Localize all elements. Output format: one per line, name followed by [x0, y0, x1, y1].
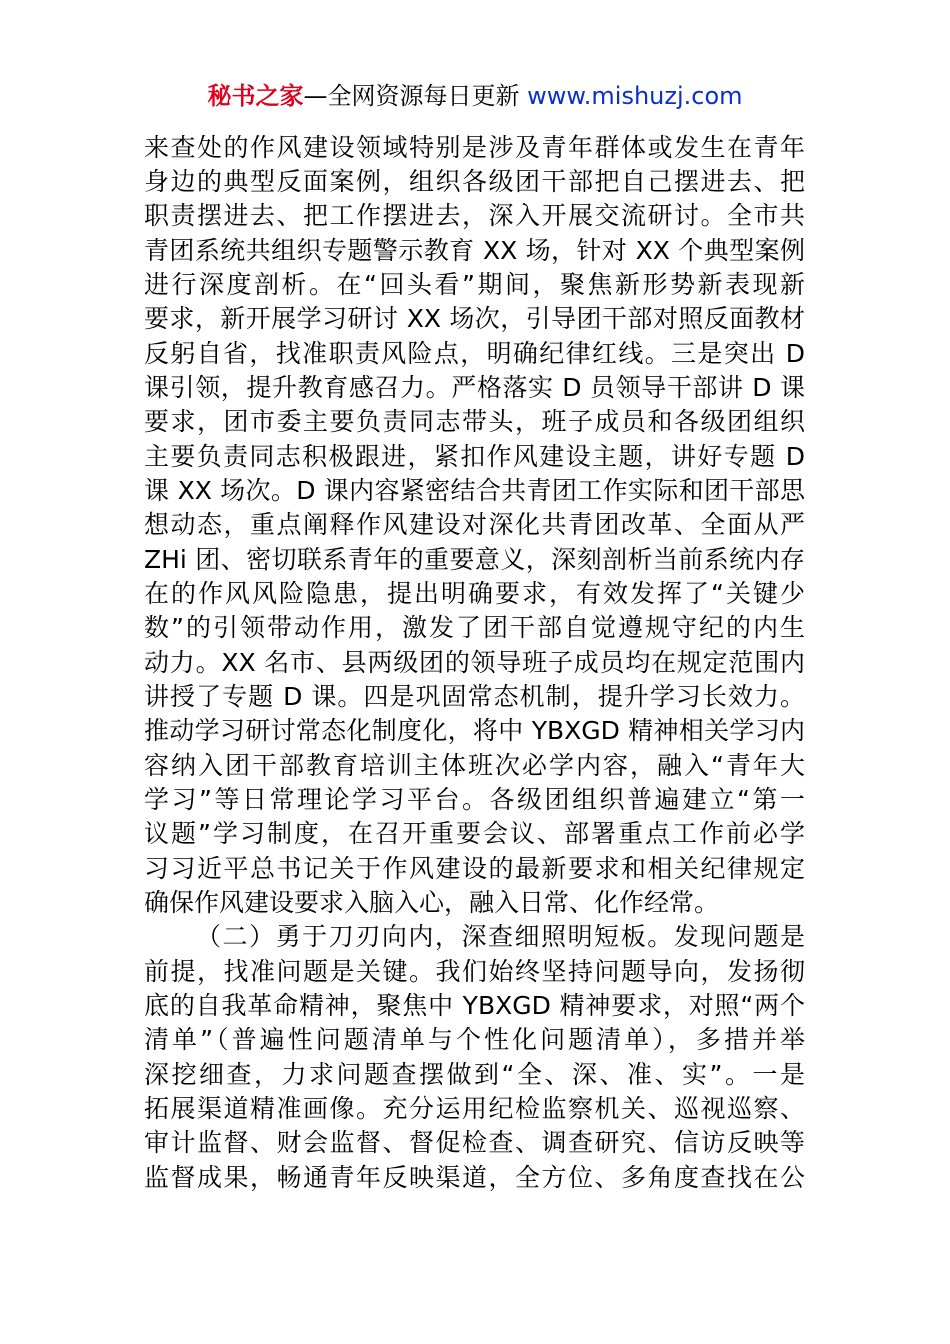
site-header: [0, 80, 950, 112]
text-line: 要求，新开展学习研讨 XX 场次，引导团干部对照反面教材: [144, 304, 805, 333]
paragraph-first-line: （二）勇于刀刃向内，深查细照明短板。发现问题是: [196, 922, 805, 951]
text-line: 议题”学习制度，在召开重要会议、部署重点工作前必学: [144, 819, 805, 848]
text-line: ZHi 团、密切联系青年的重要意义，深刻剖析当前系统内存: [144, 545, 805, 574]
text-line: 推动学习研讨常态化制度化，将中 YBXGD 精神相关学习内: [144, 716, 805, 745]
text-line: 学习”等日常理论学习平台。各级团组织普遍建立“第一: [144, 785, 805, 814]
text-line: 进行深度剖析。在“回头看”期间，聚焦新形势新表现新: [144, 270, 805, 299]
text-line: 课 XX 场次。D 课内容紧密结合共青团工作实际和团干部思: [144, 476, 805, 505]
text-line: 容纳入团干部教育培训主体班次必学内容，融入“青年大: [144, 751, 805, 780]
text-line: 来查处的作风建设领域特别是涉及青年群体或发生在青年: [144, 133, 805, 162]
text-line: 身边的典型反面案例，组织各级团干部把自己摆进去、把: [144, 167, 805, 196]
text-line: 反躬自省，找准职责风险点，明确纪律红线。三是突出 D: [144, 339, 805, 368]
text-line: 青团系统共组织专题警示教育 XX 场，针对 XX 个典型案例: [144, 236, 805, 265]
text-line: 职责摆进去、把工作摆进去，深入开展交流研讨。全市共: [144, 201, 805, 230]
text-line: 动力。XX 名市、县两级团的领导班子成员均在规定范围内: [144, 648, 805, 677]
text-line: 习习近平总书记关于作风建设的最新要求和相关纪律规定: [144, 854, 805, 883]
text-line: 要求，团市委主要负责同志带头，班子成员和各级团组织: [144, 407, 805, 436]
text-line: 数”的引领带动作用，激发了团干部自觉遵规守纪的内生: [144, 613, 805, 642]
text-line: 前提，找准问题是关键。我们始终坚持问题导向，发扬彻: [144, 957, 805, 986]
site-tagline: —全网资源每日更新: [303, 82, 528, 110]
text-line: 深挖细查，力求问题查摆做到“全、深、准、实”。一是: [144, 1060, 805, 1089]
site-url-link[interactable]: www.mishuzj.com: [527, 82, 743, 110]
text-line: 在的作风风险隐患，提出明确要求，有效发挥了“关键少: [144, 579, 805, 608]
text-line: 监督成果，畅通青年反映渠道，全方位、多角度查找在公: [144, 1163, 805, 1192]
text-line: 想动态，重点阐释作风建设对深化共青团改革、全面从严: [144, 510, 805, 539]
text-line: 主要负责同志积极跟进，紧扣作风建设主题，讲好专题 D: [144, 442, 805, 471]
text-line: 底的自我革命精神，聚焦中 YBXGD 精神要求，对照“两个: [144, 991, 805, 1020]
text-line: 清单”（普遍性问题清单与个性化问题清单），多措并举: [144, 1025, 805, 1054]
text-line: 课引领，提升教育感召力。严格落实 D 员领导干部讲 D 课: [144, 373, 805, 402]
text-line: 讲授了专题 D 课。四是巩固常态机制，提升学习长效力。: [144, 682, 805, 711]
site-brand: 秘书之家: [207, 82, 304, 110]
text-line: 拓展渠道精准画像。充分运用纪检监察机关、巡视巡察、: [144, 1094, 805, 1123]
text-line: 确保作风建设要求入脑入心，融入日常、化作经常。: [144, 888, 720, 917]
text-line: 审计监督、财会监督、督促检查、调查研究、信访反映等: [144, 1128, 805, 1157]
